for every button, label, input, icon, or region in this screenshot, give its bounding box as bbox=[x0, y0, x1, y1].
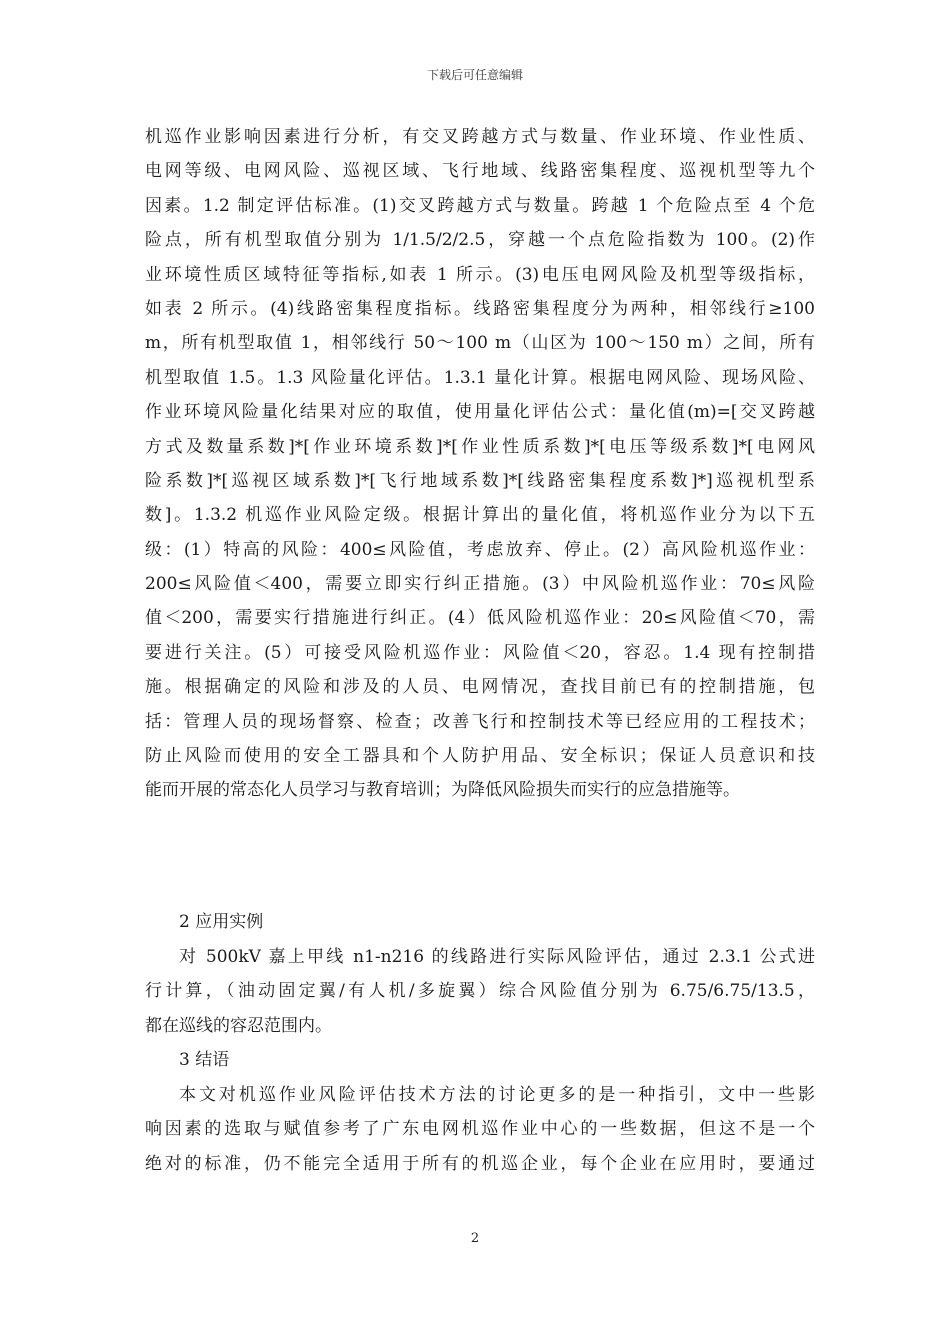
text-line: 险系数]*[巡视区域系数]*[飞行地域系数]*[线路密集程度系数]*]巡视机型系 bbox=[145, 470, 815, 491]
text-line: 级：(1）特高的风险：400≤风险值，考虑放弃、停止。(2）高风险机巡作业： bbox=[145, 539, 815, 560]
text-line: 方式及数量系数]*[作业环境系数]*[作业性质系数]*[电压等级系数]*[电网风 bbox=[145, 436, 815, 457]
paragraph-risk-assessment bbox=[145, 120, 815, 808]
text-line: 行计算，（油动固定翼/有人机/多旋翼）综合风险值分别为 6.75/6.75/13.5， bbox=[145, 981, 815, 1001]
text-line: 能而开展的常态化人员学习与教育培训；为降低风险损失而实行的应急措施等。 bbox=[145, 780, 740, 801]
text-line: 数]。1.3.2 机巡作业风险定级。根据计算出的量化值，将机巡作业分为以下五 bbox=[145, 505, 815, 526]
text-line: 因素。1.2 制定评估标准。(1)交叉跨越方式与数量。跨越 1 个危险点至 4 个危 bbox=[145, 195, 815, 216]
text-line: 本文对机巡作业风险评估技术方法的讨论更多的是一种指引，文中一些影 bbox=[179, 1084, 815, 1105]
text-line: 括：管理人员的现场督察、检查；改善飞行和控制技术等已经应用的工程技术； bbox=[145, 711, 815, 732]
text-line: 要进行关注。(5）可接受风险机巡作业：风险值＜20，容忍。1.4 现有控制措 bbox=[145, 642, 815, 663]
text-line: 对 500kV 嘉上甲线 n1-n216 的线路进行实际风险评估，通过 2.3.1 公式进 bbox=[179, 946, 815, 967]
text-line: 如表 2 所示。(4)线路密集程度指标。线路密集程度分为两种，相邻线行≥100 bbox=[145, 298, 815, 319]
text-line: 绝对的标准，仍不能完全适用于所有的机巡企业，每个企业在应用时，要通过 bbox=[145, 1153, 815, 1174]
text-line: 机型取值 1.5。1.3 风险量化评估。1.3.1 量化计算。根据电网风险、现场风险、 bbox=[145, 367, 815, 388]
section-3-heading: 3 结语 bbox=[179, 1050, 230, 1070]
text-line: 机巡作业影响因素进行分析，有交叉跨越方式与数量、作业环境、作业性质、 bbox=[145, 127, 815, 147]
sections-2-3 bbox=[145, 905, 815, 1181]
text-line: 都在巡线的容忍范围内。 bbox=[145, 1015, 332, 1036]
text-line: m，所有机型取值 1，相邻线行 50～100 m（山区为 100～150 m）之间，所有 bbox=[145, 333, 815, 354]
section-2-heading: 2 应用实例 bbox=[179, 912, 264, 932]
page-number: 2 bbox=[470, 1231, 480, 1246]
text-line: 电网等级、电网风险、巡视区域、飞行地域、线路密集程度、巡视机型等九个 bbox=[145, 161, 815, 182]
text-line: 值＜200，需要实行措施进行纠正。(4）低风险机巡作业：20≤风险值＜70，需 bbox=[145, 608, 815, 629]
text-line: 施。根据确定的风险和涉及的人员、电网情况，查找目前已有的控制措施，包 bbox=[145, 677, 815, 698]
text-line: 200≤风险值＜400，需要立即实行纠正措施。(3）中风险机巡作业：70≤风险 bbox=[145, 574, 815, 595]
text-line: 防止风险而使用的安全工器具和个人防护用品、安全标识；保证人员意识和技 bbox=[145, 746, 815, 767]
page-header: 下载后可任意编辑 bbox=[426, 68, 523, 82]
text-line: 作业环境风险量化结果对应的取值，使用量化评估公式：量化值(m)=[交叉跨越 bbox=[145, 402, 815, 423]
text-line: 险点，所有机型取值分别为 1/1.5/2/2.5，穿越一个点危险指数为 100。(2)作 bbox=[145, 230, 815, 251]
text-line: 响因素的选取与赋值参考了广东电网机巡作业中心的一些数据，但这不是一个 bbox=[145, 1119, 815, 1139]
text-line: 业环境性质区域特征等指标,如表 1 所示。(3)电压电网风险及机型等级指标， bbox=[145, 264, 815, 285]
